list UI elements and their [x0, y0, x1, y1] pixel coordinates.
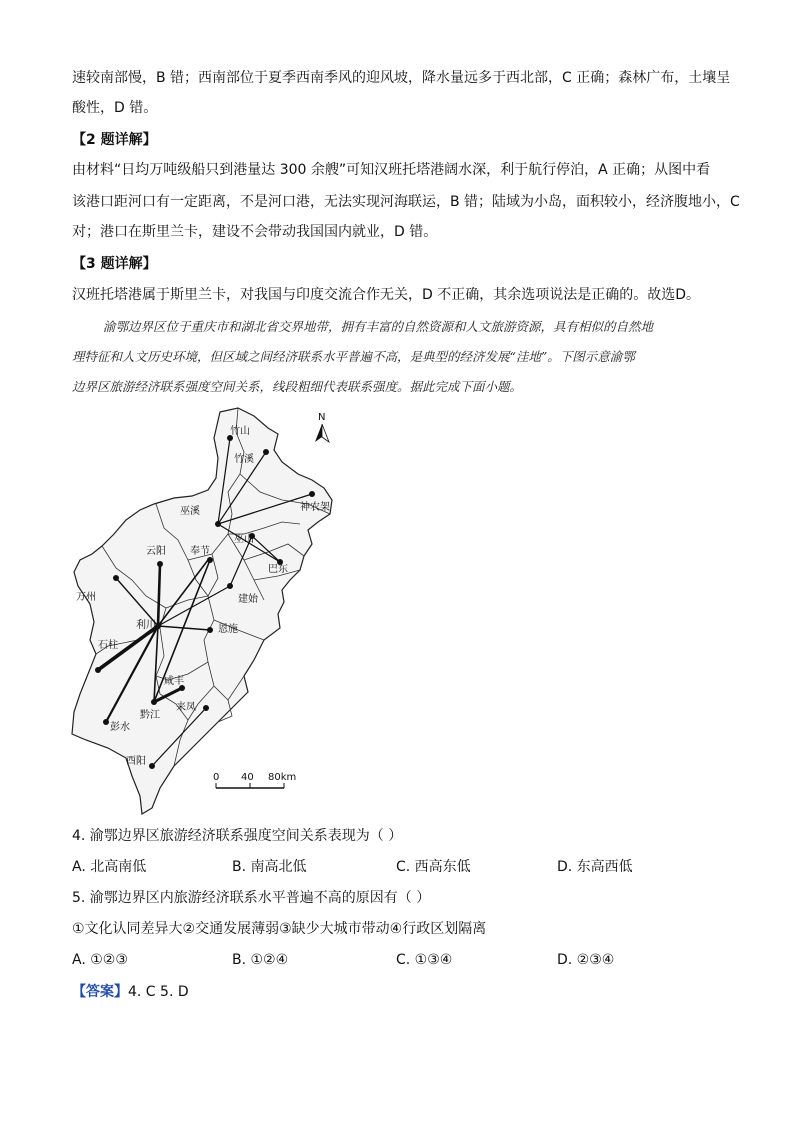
- q4-option-d[interactable]: D. 东高西低: [557, 859, 633, 875]
- svg-text:40: 40: [241, 772, 254, 783]
- section-heading-2: 【2 题详解】: [72, 132, 157, 148]
- north-arrow-icon: [315, 412, 329, 442]
- explanation-line: 由材料“日均万吨级船只到港量达 300 余艘”可知汉班托塔港阔水深，利于航行停泊，A 正确；从图中看: [72, 162, 711, 178]
- answer-tag: 【答案】: [72, 984, 128, 1000]
- q5-option-a[interactable]: A. ①②③: [72, 952, 128, 968]
- node-zhuxi: [263, 449, 269, 455]
- q5-option-d[interactable]: D. ②③④: [557, 952, 615, 968]
- explanation-line: 汉班托塔港属于斯里兰卡，对我国与印度交流合作无关，D 不正确，其余选项说法是正确的。故选D。: [72, 287, 701, 303]
- svg-text:80km: 80km: [268, 772, 297, 783]
- node-pengshui: [103, 719, 109, 725]
- label-youyang: 酉阳: [126, 756, 146, 767]
- q4-option-c[interactable]: C. 西高东低: [396, 859, 471, 875]
- label-badong: 巴东: [268, 564, 288, 575]
- explanation-line: 该港口距河口有一定距离，不是河口港，无法实现河海联运，B 错；陆域为小岛，面积较小，经济腹地小，C: [72, 194, 740, 210]
- node-shizhu: [95, 667, 101, 673]
- node-yunyang: [157, 561, 163, 567]
- label-wushan: 巫山: [234, 534, 254, 545]
- explanation-line: 酸性，D 错。: [72, 100, 158, 116]
- label-jianshi: 建始: [238, 594, 258, 605]
- region-boundary: [72, 408, 332, 814]
- q5-option-c[interactable]: C. ①③④: [396, 952, 453, 968]
- explanation-line: 对；港口在斯里兰卡，建设不会带动我国国内就业，D 错。: [72, 224, 438, 240]
- node-qianjiang: [151, 699, 157, 705]
- svg-text:0: 0: [213, 772, 220, 783]
- label-lichuan: 利川: [136, 620, 156, 631]
- explanation-line: 速较南部慢，B 错；西南部位于夏季西南季风的迎风坡，降水量远多于西北部，C 正确；森林广布，土壤呈: [72, 70, 731, 86]
- label-yunyang: 云阳: [146, 546, 166, 557]
- intro-paragraph-line: 边界区旅游经济联系强度空间关系，线段粗细代表联系强度。据此完成下面小题。: [72, 379, 523, 394]
- node-shennongjia: [309, 491, 315, 497]
- intro-paragraph-line: 理特征和人文历史环境，但区域之间经济联系水平普遍不高，是典型的经济发展“洼地”。下图示意渝鄂: [72, 349, 635, 364]
- label-qianjiang: 黔江: [140, 710, 160, 721]
- q5-option-b[interactable]: B. ①②④: [232, 952, 289, 968]
- svg-text:N: N: [318, 412, 326, 423]
- section-heading-3: 【3 题详解】: [72, 256, 157, 272]
- scale-bar: [213, 772, 296, 788]
- label-fengjie: 奉节: [190, 546, 210, 557]
- label-enshi: 恩施: [218, 624, 238, 635]
- question-5: 5. 渝鄂边界区内旅游经济联系水平普遍不高的原因有（ ）: [72, 890, 431, 906]
- label-shennongjia: 神农架: [300, 502, 330, 513]
- node-jianshi: [227, 583, 233, 589]
- node-enshi: [207, 627, 213, 633]
- node-youyang: [149, 763, 155, 769]
- label-pengshui: 彭水: [110, 722, 130, 733]
- node-laifeng: [203, 705, 209, 711]
- answer-value: 4. C 5. D: [128, 984, 189, 1000]
- node-wanzhou: [113, 575, 119, 581]
- question-4: 4. 渝鄂边界区旅游经济联系强度空间关系表现为（ ）: [72, 828, 403, 844]
- question-5-items: ①文化认同差异大②交通发展薄弱③缺少大城市带动④行政区划隔离: [72, 921, 487, 937]
- q4-option-a[interactable]: A. 北高南低: [72, 859, 147, 875]
- label-wuxi: 巫溪: [180, 506, 200, 517]
- intro-paragraph-line: 渝鄂边界区位于重庆市和湖北省交界地带，拥有丰富的自然资源和人文旅游资源，具有相似的自然地: [103, 319, 654, 334]
- label-xianfeng: 咸丰: [164, 676, 184, 687]
- answer-line: [72, 982, 189, 1002]
- node-wuxi: [215, 521, 221, 527]
- label-laifeng: 来凤: [176, 702, 196, 713]
- label-zhuxi: 竹溪: [234, 454, 254, 465]
- label-zhushan: 竹山: [230, 426, 250, 437]
- node-fengjie: [207, 557, 213, 563]
- q4-option-b[interactable]: B. 南高北低: [232, 859, 307, 875]
- label-shizhu: 石柱: [98, 640, 118, 651]
- tourism-link-map: [68, 404, 368, 824]
- label-wanzhou: 万州: [76, 592, 96, 603]
